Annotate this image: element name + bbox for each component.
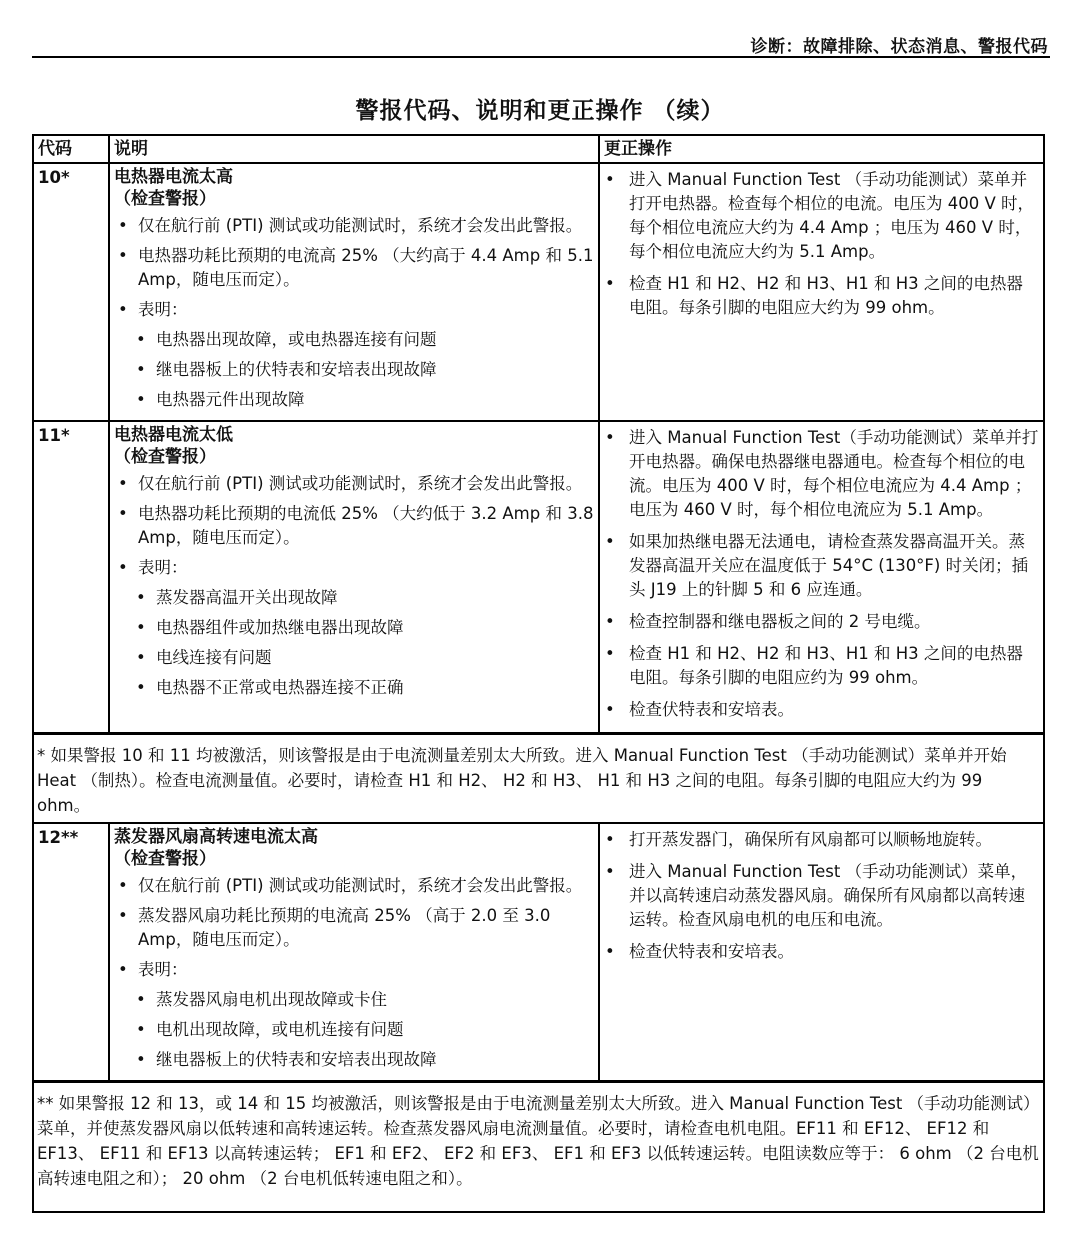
list-item: • 蒸发器风扇功耗比预期的电流高 25% （高于 2.0 至 3.0 Amp，随电压而定）。: [114, 904, 594, 952]
list-item: • 如果加热继电器无法通电，请检查蒸发器高温开关。蒸发器高温开关应在温度低于 54°C (130°F) 时关闭；插头 J19 上的针脚 5 和 6 应连通。: [604, 530, 1039, 602]
indicates-label: 表明：: [138, 558, 188, 577]
list-item: [114, 298, 594, 412]
list-item: • 检查伏特表和安培表。: [604, 940, 1039, 964]
list-item: • 仅在航行前 (PTI) 测试或功能测试时，系统才会发出此警报。: [114, 874, 594, 898]
header-description: 说明: [110, 136, 600, 162]
indicates-label: 表明：: [138, 300, 188, 319]
list-item: • 电热器出现故障，或电热器连接有问题: [114, 328, 594, 352]
footnote-row: [34, 732, 1043, 822]
list-item: • 进入 Manual Function Test（手动功能测试）菜单并打开电热器。确保电热器继电器通电。检查每个相位的电流。电压为 400 V 时，每个相位电流应为 4.4 Amp ；电压为 460 V 时，每个相位电流应为 5.1 Amp。: [604, 426, 1039, 522]
alarm-subtitle: （检查警报）: [114, 189, 216, 209]
list-item: • 仅在航行前 (PTI) 测试或功能测试时，系统才会发出此警报。: [114, 472, 594, 496]
list-item: • 进入 Manual Function Test （手动功能测试）菜单，并以高转速启动蒸发器风扇。确保所有风扇都以高转速运转。检查风扇电机的电压和电流。: [604, 860, 1039, 932]
table-row: [34, 420, 1043, 732]
header-code: 代码: [34, 136, 110, 162]
alarm-subtitle: （检查警报）: [114, 447, 216, 467]
header-rule: [32, 56, 1050, 58]
footnote: ** 如果警报 12 和 13，或 14 和 15 均被激活，则该警报是由于电流测量差别太大所致。进入 Manual Function Test （手动功能测试）菜单，并使蒸发器风扇以低转速和高转速运转。检查蒸发器风扇电流测量值。必要时，请检查电机电阻。EF11 和 EF12、 EF12 和 EF13、 EF11 和 EF13 以高转速运转； EF1 和 EF2、 EF2 和 EF3、 EF1 和 EF3 以低转速运转。电阻读数应等于： 6 ohm （2 台电机高转速电阻之和）； 20 ohm （2 台电机低转速电阻之和）。: [37, 1094, 1040, 1188]
corrective-action: [600, 164, 1043, 420]
alarm-code-table: [32, 134, 1045, 1213]
action-list: [604, 426, 1039, 722]
list-item: • 仅在航行前 (PTI) 测试或功能测试时，系统才会发出此警报。: [114, 214, 594, 238]
header-action: 更正操作: [604, 139, 672, 159]
list-item: • 继电器板上的伏特表和安培表出现故障: [114, 1048, 594, 1072]
list-item: • 检查控制器和继电器板之间的 2 号电缆。: [604, 610, 1039, 634]
list-item: • 电热器功耗比预期的电流高 25% （大约高于 4.4 Amp 和 5.1 Amp，随电压而定）。: [114, 244, 594, 292]
list-item: • 打开蒸发器门，确保所有风扇都可以顺畅地旋转。: [604, 828, 1039, 852]
alarm-title: 蒸发器风扇高转速电流太高: [114, 827, 318, 847]
alarm-code: 11*: [34, 422, 110, 732]
list-item: • 检查伏特表和安培表。: [604, 698, 1039, 722]
footnote-row: [34, 1080, 1043, 1211]
alarm-subtitle: （检查警报）: [114, 849, 216, 869]
list-item: • 蒸发器高温开关出现故障: [114, 586, 594, 610]
indicates-label: 表明：: [138, 960, 188, 979]
table-row: [34, 822, 1043, 1080]
alarm-description: [110, 824, 600, 1080]
alarm-title: 电热器电流太高: [114, 167, 233, 187]
list-item: • 电热器功耗比预期的电流低 25% （大约低于 3.2 Amp 和 3.8 Amp，随电压而定）。: [114, 502, 594, 550]
list-item: • 电热器元件出现故障: [114, 388, 594, 412]
list-item: • 电线连接有问题: [114, 646, 594, 670]
list-item: • 蒸发器风扇电机出现故障或卡住: [114, 988, 594, 1012]
running-header: 诊断：故障排除、状态消息、警报代码: [750, 37, 1048, 57]
alarm-description: [110, 164, 600, 420]
table-row: [34, 162, 1043, 420]
indicates-list: [138, 328, 594, 412]
list-item: [114, 958, 594, 1072]
description-list: [114, 214, 594, 412]
indicates-list: [138, 988, 594, 1072]
list-item: • 检查 H1 和 H2、H2 和 H3、H1 和 H3 之间的电热器电阻。每条引脚的电阻应约为 99 ohm。: [604, 642, 1039, 690]
alarm-title: 电热器电流太低: [114, 425, 233, 445]
action-list: [604, 168, 1039, 320]
description-list: [114, 874, 594, 1072]
list-item: • 电热器组件或加热继电器出现故障: [114, 616, 594, 640]
page-title: 警报代码、说明和更正操作 （续）: [355, 98, 725, 124]
description-list: [114, 472, 594, 700]
list-item: • 检查 H1 和 H2、H2 和 H3、H1 和 H3 之间的电热器电阻。每条引脚的电阻应大约为 99 ohm。: [604, 272, 1039, 320]
alarm-code: 12**: [34, 824, 110, 1080]
corrective-action: [600, 422, 1043, 732]
list-item: [114, 556, 594, 700]
corrective-action: [600, 824, 1043, 1080]
indicates-list: [138, 586, 594, 700]
alarm-code: 10*: [34, 164, 110, 420]
list-item: • 进入 Manual Function Test （手动功能测试）菜单并打开电热器。检查每个相位的电流。电压为 400 V 时，每个相位电流应大约为 4.4 Amp ；电压为 460 V 时，每个相位电流应大约为 5.1 Amp。: [604, 168, 1039, 264]
list-item: • 电热器不正常或电热器连接不正确: [114, 676, 594, 700]
table-header-row: [34, 136, 1043, 162]
footnote: * 如果警报 10 和 11 均被激活，则该警报是由于电流测量差别太大所致。进入 Manual Function Test （手动功能测试）菜单并开始 Heat （制热）。检查电流测量值。必要时，请检查 H1 和 H2、 H2 和 H3、 H1 和 H3 之间的电阻。每条引脚的电阻应大约为 99 ohm。: [37, 746, 1007, 815]
action-list: [604, 828, 1039, 964]
list-item: • 电机出现故障，或电机连接有问题: [114, 1018, 594, 1042]
alarm-description: [110, 422, 600, 732]
list-item: • 继电器板上的伏特表和安培表出现故障: [114, 358, 594, 382]
